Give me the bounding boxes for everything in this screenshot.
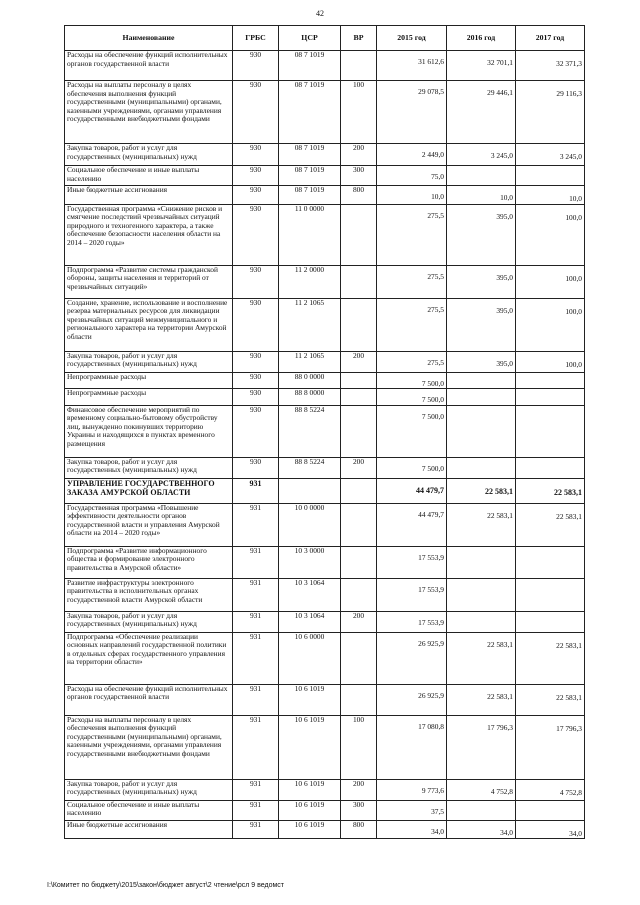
row-2017-value: 10,0 <box>569 194 582 203</box>
table-row <box>65 457 585 478</box>
row-grbs: 931 <box>233 715 279 779</box>
table-row <box>65 684 585 715</box>
row-2017-value: 29 116,3 <box>556 89 582 98</box>
row-2017 <box>516 779 585 800</box>
row-2017-value: 3 245,0 <box>559 152 582 161</box>
row-2015-value: 7 500,0 <box>421 411 444 421</box>
row-name: Создание, хранение, использование и восполнение резерва материальных ресурсов для ликвидации чрезвычайных ситуаций межмуниципального и регионального характера на территории Амурской области <box>65 298 233 351</box>
row-vr <box>341 478 377 503</box>
row-2017 <box>516 372 585 389</box>
row-csr: 10 3 1064 <box>279 611 341 632</box>
row-2016 <box>447 389 516 406</box>
row-2016-value: 3 245,0 <box>490 151 513 160</box>
row-vr: 800 <box>341 820 377 839</box>
row-2017 <box>516 351 585 372</box>
row-grbs: 931 <box>233 611 279 632</box>
row-2016-value: 395,0 <box>496 211 513 221</box>
row-name: Непрограммные расходы <box>65 389 233 406</box>
row-2017-value: 4 752,8 <box>559 787 582 797</box>
row-vr: 300 <box>341 800 377 820</box>
row-2017-value: 22 583,1 <box>556 640 582 650</box>
table-row <box>65 204 585 265</box>
row-grbs: 931 <box>233 800 279 820</box>
row-2016-value: 10,0 <box>500 193 513 202</box>
row-2017 <box>516 186 585 205</box>
row-2015 <box>377 298 447 351</box>
row-2016-value: 29 446,1 <box>487 88 513 97</box>
row-name: Расходы на выплаты персоналу в целях обеспечения выполнения функций государственными (муниципальными) органами, казенными учреждениями, органами управления государственными внебюджетными фондами <box>65 715 233 779</box>
row-grbs: 930 <box>233 389 279 406</box>
row-2016 <box>447 166 516 186</box>
table-row <box>65 144 585 166</box>
row-grbs: 930 <box>233 405 279 457</box>
row-2017 <box>516 546 585 578</box>
table-row <box>65 265 585 298</box>
row-vr <box>341 578 377 611</box>
row-grbs: 930 <box>233 51 279 81</box>
row-2015 <box>377 820 447 839</box>
table-row <box>65 166 585 186</box>
page-number: 42 <box>316 9 324 18</box>
row-2015 <box>377 457 447 478</box>
row-csr: 88 0 0000 <box>279 372 341 389</box>
row-vr: 100 <box>341 715 377 779</box>
row-csr: 11 0 0000 <box>279 204 341 265</box>
header-csr: ЦСР <box>279 26 341 51</box>
row-2015 <box>377 144 447 166</box>
row-csr: 10 6 0000 <box>279 632 341 684</box>
table-row <box>65 820 585 839</box>
row-vr: 200 <box>341 611 377 632</box>
table-row <box>65 478 585 503</box>
row-2016-value: 395,0 <box>496 358 513 368</box>
row-2017-value: 100,0 <box>565 273 582 283</box>
row-vr: 800 <box>341 186 377 205</box>
row-2016 <box>447 684 516 715</box>
table-row <box>65 503 585 546</box>
row-grbs: 930 <box>233 144 279 166</box>
row-name: Иные бюджетные ассигнования <box>65 186 233 205</box>
header-name: Наименование <box>65 26 233 51</box>
row-2015-value: 275,5 <box>427 271 444 281</box>
row-vr <box>341 298 377 351</box>
row-2017 <box>516 478 585 503</box>
row-2015 <box>377 186 447 205</box>
row-2016 <box>447 265 516 298</box>
row-grbs: 931 <box>233 632 279 684</box>
row-name: Иные бюджетные ассигнования <box>65 820 233 839</box>
row-2016 <box>447 820 516 839</box>
row-name: Подпрограмма «Обеспечение реализации основных направлений государственной политики в отдельных сферах государственного управления на территории области» <box>65 632 233 684</box>
row-2015-value: 10,0 <box>431 192 444 201</box>
row-csr: 11 2 1065 <box>279 351 341 372</box>
row-2016 <box>447 457 516 478</box>
row-2016 <box>447 372 516 389</box>
row-2015-value: 34,0 <box>431 826 444 836</box>
row-2015-value: 275,5 <box>427 304 444 314</box>
header-2017: 2017 год <box>516 26 585 51</box>
row-2016 <box>447 715 516 779</box>
row-name: Расходы на обеспечение функций исполнительных органов государственной власти <box>65 51 233 81</box>
row-vr: 200 <box>341 779 377 800</box>
row-2015-value: 17 553,9 <box>418 617 444 627</box>
row-2015-value: 44 479,7 <box>416 485 444 495</box>
table-body <box>65 51 585 839</box>
row-csr: 10 6 1019 <box>279 800 341 820</box>
row-2016-value: 34,0 <box>500 827 513 837</box>
row-csr: 08 7 1019 <box>279 81 341 144</box>
row-csr: 10 3 0000 <box>279 546 341 578</box>
row-csr: 08 7 1019 <box>279 166 341 186</box>
header-vr: ВР <box>341 26 377 51</box>
row-2016 <box>447 204 516 265</box>
row-2015-value: 275,5 <box>427 210 444 220</box>
row-2015 <box>377 578 447 611</box>
row-2017 <box>516 684 585 715</box>
row-vr <box>341 372 377 389</box>
row-2016 <box>447 800 516 820</box>
row-name: Расходы на обеспечение функций исполнительных органов государственной власти <box>65 684 233 715</box>
row-2015 <box>377 81 447 144</box>
row-vr: 200 <box>341 457 377 478</box>
row-name: Закупка товаров, работ и услуг для государственных (муниципальных) нужд <box>65 351 233 372</box>
row-2015-value: 275,5 <box>427 357 444 367</box>
row-csr: 11 2 0000 <box>279 265 341 298</box>
row-2015-value: 26 925,9 <box>418 690 444 700</box>
row-2016 <box>447 611 516 632</box>
row-name: Закупка товаров, работ и услуг для государственных (муниципальных) нужд <box>65 611 233 632</box>
table-row <box>65 186 585 205</box>
row-grbs: 930 <box>233 166 279 186</box>
table-row <box>65 546 585 578</box>
row-grbs: 931 <box>233 684 279 715</box>
row-2015-value: 7 500,0 <box>421 378 444 388</box>
row-csr: 10 3 1064 <box>279 578 341 611</box>
row-vr <box>341 546 377 578</box>
row-2016-value: 22 583,1 <box>487 691 513 701</box>
row-name: Финансовое обеспечение мероприятий по временному социально-бытовому обустройству лиц, вынужденно покинувших территорию Украины и находящихся в пунктах временного размещения <box>65 405 233 457</box>
row-2015 <box>377 405 447 457</box>
row-vr <box>341 632 377 684</box>
row-vr <box>341 265 377 298</box>
row-2017 <box>516 265 585 298</box>
row-name: Закупка товаров, работ и услуг для государственных (муниципальных) нужд <box>65 779 233 800</box>
row-2015-value: 75,0 <box>431 172 444 181</box>
row-name: УПРАВЛЕНИЕ ГОСУДАРСТВЕННОГО ЗАКАЗА АМУРСКОЙ ОБЛАСТИ <box>65 478 233 503</box>
row-2017-value: 17 796,3 <box>556 723 582 733</box>
row-2016-value: 22 583,1 <box>485 486 513 496</box>
table-row <box>65 800 585 820</box>
row-vr <box>341 389 377 406</box>
row-2017-value: 100,0 <box>565 306 582 316</box>
row-2016-value: 395,0 <box>496 305 513 315</box>
row-2017 <box>516 715 585 779</box>
row-2015 <box>377 632 447 684</box>
row-grbs: 931 <box>233 820 279 839</box>
row-2017-value: 100,0 <box>565 212 582 222</box>
row-grbs: 930 <box>233 81 279 144</box>
row-2017 <box>516 800 585 820</box>
row-2015 <box>377 503 447 546</box>
row-2015 <box>377 166 447 186</box>
footer-file-path: I:\Комитет по бюджету\2015\закон\бюджет август\2 чтение\рсл 9 ведомст <box>47 882 284 889</box>
row-grbs: 931 <box>233 779 279 800</box>
row-2016-value: 395,0 <box>496 272 513 282</box>
row-name: Расходы на выплаты персоналу в целях обеспечения выполнения функций государственными (муниципальными) органами, казенными учреждениями, органами управления государственными внебюджетными фондами <box>65 81 233 144</box>
row-csr <box>279 478 341 503</box>
row-2016 <box>447 298 516 351</box>
row-2015 <box>377 389 447 406</box>
row-csr: 10 6 1019 <box>279 779 341 800</box>
row-2017-value: 100,0 <box>565 359 582 369</box>
row-2015 <box>377 51 447 81</box>
table-row <box>65 389 585 406</box>
row-2017 <box>516 611 585 632</box>
row-name: Развитие инфраструктуры электронного правительства в исполнительных органах государственной власти Амурской области <box>65 578 233 611</box>
header-2016: 2016 год <box>447 26 516 51</box>
row-2015 <box>377 779 447 800</box>
table-row <box>65 578 585 611</box>
row-2017 <box>516 204 585 265</box>
row-2016-value: 4 752,8 <box>490 786 513 796</box>
row-grbs: 930 <box>233 298 279 351</box>
row-2017 <box>516 457 585 478</box>
table-row <box>65 351 585 372</box>
row-2015-value: 31 612,6 <box>418 57 444 66</box>
row-2017 <box>516 503 585 546</box>
row-2016-value: 32 701,1 <box>487 58 513 67</box>
row-2016 <box>447 478 516 503</box>
row-2017 <box>516 51 585 81</box>
row-csr: 11 2 1065 <box>279 298 341 351</box>
table-row <box>65 405 585 457</box>
row-2016 <box>447 546 516 578</box>
row-grbs: 930 <box>233 204 279 265</box>
row-2016 <box>447 186 516 205</box>
row-name: Закупка товаров, работ и услуг для государственных (муниципальных) нужд <box>65 457 233 478</box>
row-2017 <box>516 389 585 406</box>
row-2015-value: 37,5 <box>431 806 444 816</box>
row-2016 <box>447 779 516 800</box>
row-2015 <box>377 611 447 632</box>
table-row <box>65 298 585 351</box>
row-vr <box>341 204 377 265</box>
row-grbs: 930 <box>233 186 279 205</box>
row-2015-value: 2 449,0 <box>421 150 444 159</box>
row-name: Социальное обеспечение и иные выплаты населению <box>65 166 233 186</box>
row-grbs: 931 <box>233 478 279 503</box>
row-2016 <box>447 51 516 81</box>
row-2017 <box>516 298 585 351</box>
row-vr <box>341 405 377 457</box>
table-row <box>65 51 585 81</box>
row-2015 <box>377 265 447 298</box>
row-csr: 10 6 1019 <box>279 715 341 779</box>
row-csr: 08 7 1019 <box>279 144 341 166</box>
row-csr: 08 7 1019 <box>279 51 341 81</box>
row-2015 <box>377 800 447 820</box>
row-2015-value: 9 773,6 <box>421 785 444 795</box>
table-row <box>65 715 585 779</box>
row-2015-value: 7 500,0 <box>421 463 444 473</box>
table-row <box>65 779 585 800</box>
row-csr: 88 8 5224 <box>279 405 341 457</box>
table-row <box>65 611 585 632</box>
row-2017 <box>516 405 585 457</box>
row-name: Социальное обеспечение и иные выплаты населению <box>65 800 233 820</box>
row-grbs: 930 <box>233 265 279 298</box>
row-2015 <box>377 715 447 779</box>
row-name: Непрограммные расходы <box>65 372 233 389</box>
row-csr: 10 0 0000 <box>279 503 341 546</box>
row-name: Государственная программа «Повышение эффективности деятельности органов государственной власти и управления Амурской области на 2014 – 2020 годы» <box>65 503 233 546</box>
budget-table <box>64 25 585 839</box>
row-2015-value: 7 500,0 <box>421 395 444 405</box>
row-2017-value: 32 371,3 <box>556 59 582 68</box>
row-vr: 200 <box>341 144 377 166</box>
row-2015-value: 29 078,5 <box>418 87 444 96</box>
row-2015-value: 26 925,9 <box>418 638 444 648</box>
row-2017-value: 22 583,1 <box>556 511 582 521</box>
row-vr: 200 <box>341 351 377 372</box>
table-header-row <box>65 26 585 51</box>
row-2015-value: 17 080,8 <box>418 721 444 731</box>
row-2015 <box>377 684 447 715</box>
row-2015-value: 17 553,9 <box>418 584 444 594</box>
row-name: Подпрограмма «Развитие системы гражданской обороны, защиты населения и территорий от чрезвычайных ситуаций» <box>65 265 233 298</box>
row-vr <box>341 684 377 715</box>
row-2017 <box>516 578 585 611</box>
row-2017 <box>516 632 585 684</box>
row-vr: 100 <box>341 81 377 144</box>
row-grbs: 930 <box>233 457 279 478</box>
table-row <box>65 81 585 144</box>
row-2016 <box>447 503 516 546</box>
row-name: Закупка товаров, работ и услуг для государственных (муниципальных) нужд <box>65 144 233 166</box>
header-2015: 2015 год <box>377 26 447 51</box>
row-vr: 300 <box>341 166 377 186</box>
header-grbs: ГРБС <box>233 26 279 51</box>
row-2015 <box>377 351 447 372</box>
row-2017-value: 22 583,1 <box>556 692 582 702</box>
row-2016-value: 17 796,3 <box>487 722 513 732</box>
row-vr <box>341 51 377 81</box>
row-grbs: 930 <box>233 372 279 389</box>
row-2016 <box>447 578 516 611</box>
row-2016 <box>447 405 516 457</box>
row-2017 <box>516 820 585 839</box>
row-name: Подпрограмма «Развитие информационного общества и формирование электронного правительства в Амурской области» <box>65 546 233 578</box>
row-2016 <box>447 632 516 684</box>
row-grbs: 930 <box>233 351 279 372</box>
row-2016-value: 22 583,1 <box>487 510 513 520</box>
row-2015 <box>377 546 447 578</box>
row-2015 <box>377 478 447 503</box>
row-2015 <box>377 204 447 265</box>
row-2017 <box>516 166 585 186</box>
row-csr: 88 8 0000 <box>279 389 341 406</box>
row-csr: 88 8 5224 <box>279 457 341 478</box>
row-2017-value: 22 583,1 <box>554 487 582 497</box>
row-csr: 08 7 1019 <box>279 186 341 205</box>
row-grbs: 931 <box>233 546 279 578</box>
row-2016-value: 22 583,1 <box>487 639 513 649</box>
table-row <box>65 632 585 684</box>
table-row <box>65 372 585 389</box>
row-2015 <box>377 372 447 389</box>
row-2017 <box>516 144 585 166</box>
row-2015-value: 44 479,7 <box>418 509 444 519</box>
row-2017-value: 34,0 <box>569 828 582 838</box>
row-2016 <box>447 351 516 372</box>
row-2016 <box>447 81 516 144</box>
row-csr: 10 6 1019 <box>279 820 341 839</box>
row-2016 <box>447 144 516 166</box>
row-csr: 10 6 1019 <box>279 684 341 715</box>
row-2017 <box>516 81 585 144</box>
row-grbs: 931 <box>233 503 279 546</box>
row-grbs: 931 <box>233 578 279 611</box>
row-2015-value: 17 553,9 <box>418 552 444 562</box>
row-vr <box>341 503 377 546</box>
row-name: Государственная программа «Снижение рисков и смягчение последствий чрезвычайных ситуаций природного и техногенного характера, а также обеспечение безопасности населения области на 2014 – 2020 годы» <box>65 204 233 265</box>
